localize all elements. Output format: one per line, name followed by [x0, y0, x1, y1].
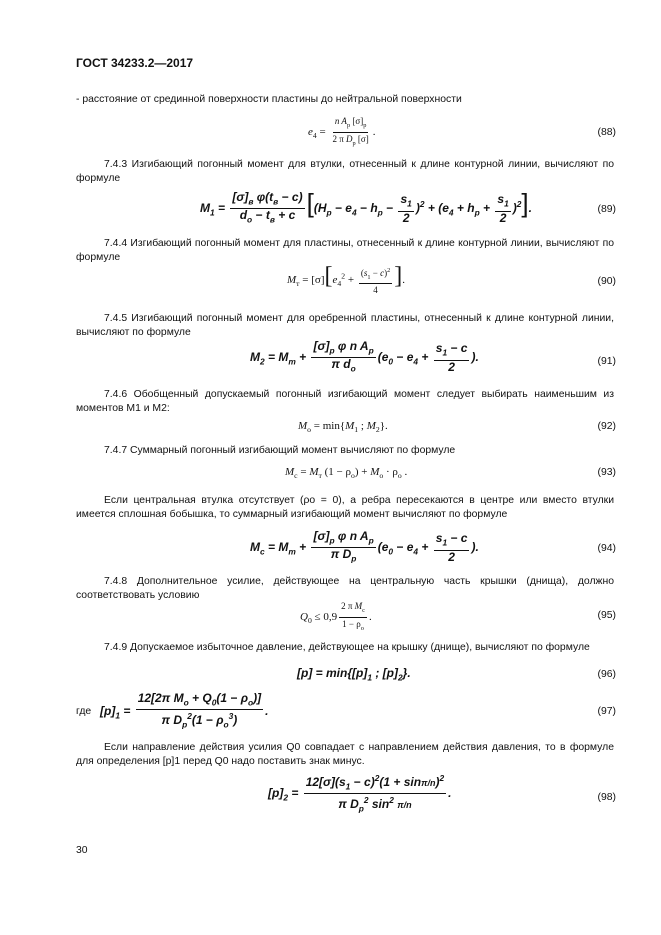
- eq-number-92: (92): [597, 421, 616, 432]
- formula-92: $M_о = \min\{M_1$ ; $M_2$}.: [298, 420, 388, 435]
- paragraph-7-4-7: 7.4.7 Суммарный погонный изгибающий момент вычисляют по формуле: [104, 445, 456, 456]
- formula-94: $M_c = M_т$ + $\frac{[\sigma]_p \varphi n A_p}{\pi D_p}$ ($e_0 - e_4$ + $\frac{s_1 - c}{2}$ ).: [250, 529, 479, 564]
- eq-number-97: (97): [597, 706, 616, 717]
- paragraph-force-direction: Если направление действия усилия Q0 совпадает с направлением действия давления, то в формуле для определения [p]1 перед Q0 надо поставить знак минус.: [76, 742, 614, 767]
- formula-93: $M_c = M_т$ $(1 - \rho_o) + M_o \cdot \rho_o$ .: [285, 466, 408, 481]
- paragraph-7-4-8: 7.4.8 Дополнительное усилие, действующее на центральную часть крышки (днища), должно соответствовать условию: [76, 576, 614, 601]
- formula-95: $Q_0 \le 0,9$ $\frac{2 \pi M_c}{1 - \rho_o}$ .: [300, 601, 372, 632]
- eq-number-94: (94): [597, 543, 616, 554]
- formula-97: $[p]_1$ = $\frac{12[2\pi M_o + Q_0(1 - \rho_o)]}{\pi D_p^2(1 - \rho_o^3)}$ .: [100, 691, 269, 730]
- eq-number-96: (96): [597, 669, 616, 680]
- formula-89: $M_1$ = $[\sigma]_в$ $\varphi(t_в - c)$ $d_o - t_в + c$ [($H_p - e_4 - h_p$ − $\frac{s_1}{2}$ )$^2 + (e_4 + h_p$ + $\frac{s_1}{2}$ )$^2$].: [200, 188, 532, 225]
- where-label: где: [76, 706, 92, 717]
- formula-88: $e_4$ = $\frac{n A_p [\sigma]_p}{2 \pi D_p [\sigma]}$ .: [308, 116, 376, 147]
- paragraph-7-4-9: 7.4.9 Допускаемое избыточное давление, действующее на крышку (днище), вычисляют по формуле: [104, 642, 590, 653]
- paragraph-7-4-5: 7.4.5 Изгибающий погонный момент для оребренной пластины, отнесенный к длине контурной линии, вычисляют по формуле: [76, 313, 614, 338]
- formula-90: $M_т = [\sigma][e_4^2$ + $\frac{(s_1 - c)^2}{4}$ ].: [287, 263, 405, 296]
- paragraph-7-4-4: 7.4.4 Изгибающий погонный момент для пластины, отнесенный к длине контурной линии, вычисляют по формуле: [76, 238, 614, 263]
- formula-96: $[p] = \min\{[p]_1$ ; $[p]_2$}.: [297, 666, 411, 683]
- eq-number-90: (90): [597, 276, 616, 287]
- eq-number-95: (95): [597, 610, 616, 621]
- formula-91: $M_2 = M_т$ + $\frac{[\sigma]_p \varphi n A_p}{\pi d_o}$ ($e_0 - e_4$ + $\frac{s_1 - c}{2}$ ).: [250, 339, 479, 374]
- eq-number-89: (89): [597, 204, 616, 215]
- eq-number-98: (98): [597, 792, 616, 803]
- eq-number-93: (93): [597, 467, 616, 478]
- eq-number-88: (88): [597, 127, 616, 138]
- document-header: ГОСТ 34233.2—2017: [76, 56, 194, 70]
- paragraph-7-4-6: 7.4.6 Обобщенный допускаемый погонный изгибающий момент следует выбирать наименьшим из моментов M1 и M2:: [76, 389, 614, 414]
- formula-98: $[p]_2$ = $\frac{12[\sigma](s_1 - c)^2(1 + \sin\pi/n)^2}{\pi D_p^2 \sin^2 \pi/n}$ .: [268, 773, 452, 814]
- eq-number-91: (91): [597, 356, 616, 367]
- page-number: 30: [76, 845, 88, 856]
- paragraph-e4-intro: - расстояние от срединной поверхности пластины до нейтральной поверхности: [76, 94, 462, 105]
- paragraph-7-4-3: 7.4.3 Изгибающий погонный момент для втулки, отнесенный к длине контурной линии, вычисляют по формуле: [76, 159, 614, 184]
- paragraph-central-hub: Если центральная втулка отсутствует (ρo = 0), а ребра пересекаются в центре или вместо втулки имеется сплошная бобышка, то суммарный изгибающий момент вычисляют по формуле: [76, 495, 614, 520]
